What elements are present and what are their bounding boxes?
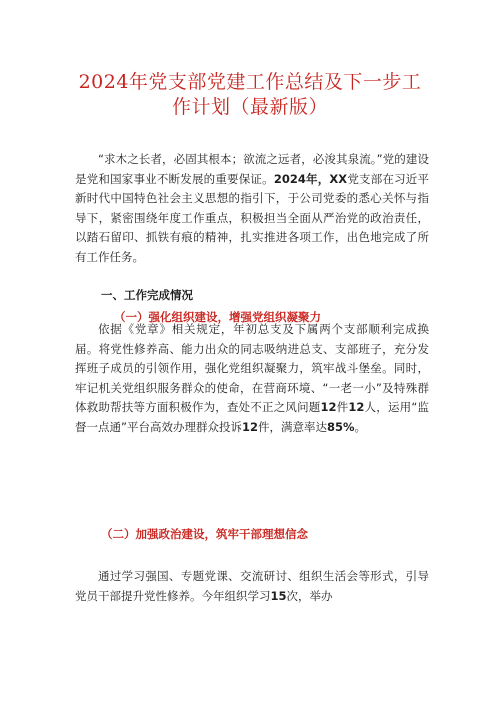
intro-text-b: 党支部在习近平新时代中国特色社会主义思想的指引下，于公司党委的悉心关怀与指导下，紧密围绕年度工作重点，积极担当全面从严治党的政治责任，以踏石留印、抓铁有痕的精神，扎实推进各项工作，出色地完成了所有工作任务。 <box>75 171 430 264</box>
document-title-line-2: 作计划（最新版） <box>171 96 328 118</box>
political-text-b: 次，举办 <box>286 588 333 603</box>
intro-paragraph <box>75 150 429 268</box>
political-paragraph <box>75 567 429 606</box>
section-heading-work-completion: 一、工作完成情况 <box>101 288 193 302</box>
political-text-a: 通过学习强国、专题党课、交流研讨、组织生活会等形式，引导党员干部提升党性修养。今年组织学习 <box>75 569 429 603</box>
org-number-3: 12 <box>241 419 258 434</box>
organization-paragraph <box>75 320 429 438</box>
org-number-1: 12 <box>320 400 337 415</box>
political-study-count: 15 <box>270 588 287 603</box>
subsection-heading-organization: （一）强化组织建设，增强党组织凝聚力 <box>114 310 321 324</box>
document-title-line-1: 2024年党支部党建工作总结及下一步工 <box>78 71 422 93</box>
org-text-a: 依据《党章》相关规定，年初总支及下属两个支部顺利完成换届。将党性修养高、能力出众的同志吸纳进总支、支部班子，充分发挥班子成员的引领作用，强化党组织凝聚力，筑牢战斗堡垒。同时，牢记机关党组织服务群众的使命，在营商环境、“一老一小”及特殊群体救助帮扶等方面积极作为，查处不正之风问题 <box>75 322 429 415</box>
org-text-b: 件 <box>336 400 349 415</box>
subsection-heading-political: （二）加强政治建设，筑牢干部理想信念 <box>101 527 308 541</box>
org-number-2: 12 <box>348 400 365 415</box>
org-text-c: 人，运用“监督一点通”平台高效办理群众投诉 <box>75 400 430 434</box>
intro-text-a: “求木之长者，必固其根本；欲流之远者，必浚其泉流。”党的建设是党和国家事业不断发展的重要保证。 <box>75 152 429 186</box>
intro-year: 2024年，XX <box>273 171 348 186</box>
org-satisfaction-rate: 85% <box>326 419 355 434</box>
org-text-d: 件，满意率达 <box>257 419 327 434</box>
org-text-e: 。 <box>354 419 367 434</box>
